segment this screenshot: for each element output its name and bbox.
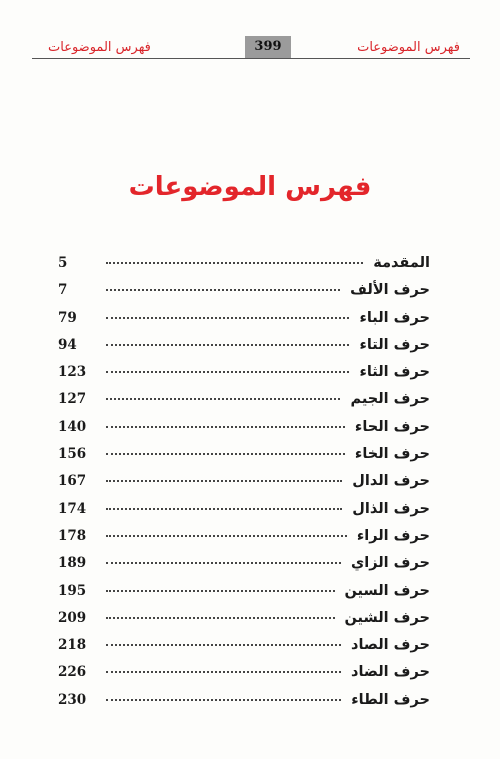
page-header	[32, 36, 468, 58]
toc-entry[interactable]	[58, 501, 430, 528]
dot-leader	[106, 398, 340, 400]
toc-entry-title: حرف الزاي	[350, 555, 430, 572]
toc-page-number: 7	[58, 282, 68, 299]
dot-leader	[106, 480, 342, 482]
toc-entry-title: حرف الشين	[344, 609, 430, 626]
toc-entry-title: حرف الذال	[352, 500, 430, 517]
dot-leader	[106, 617, 335, 619]
toc-entry[interactable]	[58, 337, 430, 364]
page-title: فهرس الموضوعات	[128, 172, 372, 202]
toc-page-number: 178	[58, 527, 87, 544]
toc-entry-title: حرف الثاء	[359, 364, 430, 381]
toc-page-number: 167	[58, 473, 87, 490]
toc-entry-title: حرف الألف	[350, 282, 430, 299]
toc-page-number: 94	[58, 336, 77, 353]
toc-entry[interactable]	[58, 391, 430, 418]
dot-leader	[106, 344, 349, 346]
toc-page-number: 79	[58, 309, 77, 326]
dot-leader	[106, 590, 335, 592]
toc-page-number: 189	[58, 555, 87, 572]
toc-entry[interactable]	[58, 528, 430, 555]
toc-page-number: 140	[58, 418, 87, 435]
dot-leader	[106, 289, 340, 291]
dot-leader	[106, 644, 341, 646]
toc-entry-title: حرف الطاء	[351, 691, 430, 708]
dot-leader	[106, 453, 345, 455]
toc-entry[interactable]	[58, 555, 430, 582]
toc-entry-title: حرف الخاء	[354, 446, 430, 463]
toc-entry[interactable]	[58, 610, 430, 637]
toc-entry[interactable]	[58, 446, 430, 473]
toc-entry-title: حرف الصاد	[351, 637, 430, 654]
toc-entry-title: حرف الحاء	[354, 418, 430, 435]
dot-leader	[106, 562, 341, 564]
dot-leader	[106, 535, 347, 537]
toc-entry-title: حرف الدال	[352, 473, 430, 490]
dot-leader	[106, 317, 349, 319]
dot-leader	[106, 671, 341, 673]
toc-entry[interactable]	[58, 664, 430, 691]
toc-page-number: 230	[58, 691, 87, 708]
toc-entry[interactable]	[58, 473, 430, 500]
toc-page-number: 123	[58, 364, 87, 381]
toc-entry[interactable]	[58, 583, 430, 610]
toc-page-number: 127	[58, 391, 87, 408]
toc-page-number: 5	[58, 255, 68, 271]
toc-entry-title: حرف الراء	[356, 527, 430, 544]
toc-entry[interactable]	[58, 419, 430, 446]
toc-entry[interactable]	[58, 282, 430, 309]
toc-entry-title: حرف الضاد	[351, 664, 430, 681]
page-number: 399	[245, 36, 291, 58]
dot-leader	[106, 699, 341, 701]
toc-entry-title: حرف التاء	[359, 336, 430, 353]
toc-page-number: 174	[58, 500, 87, 517]
header-rule	[32, 58, 470, 59]
toc-entry-title: حرف السين	[344, 582, 430, 599]
running-head-left: فهرس الموضوعات	[48, 40, 151, 55]
running-head-right: فهرس الموضوعات	[357, 40, 460, 55]
toc-entry[interactable]	[58, 255, 430, 282]
dot-leader	[106, 371, 349, 373]
toc-entry-title: حرف الباء	[359, 309, 430, 326]
toc-entry-title: المقدمة	[373, 255, 430, 271]
toc-page-number: 218	[58, 637, 87, 654]
dot-leader	[106, 508, 342, 510]
toc-page-number: 226	[58, 664, 87, 681]
table-of-contents	[58, 255, 430, 719]
toc-entry[interactable]	[58, 364, 430, 391]
dot-leader	[106, 426, 345, 428]
toc-entry[interactable]	[58, 692, 430, 719]
toc-page-number: 195	[58, 582, 87, 599]
toc-entry-title: حرف الجيم	[350, 391, 430, 408]
dot-leader	[106, 262, 363, 264]
toc-page-number: 209	[58, 609, 87, 626]
toc-entry[interactable]	[58, 637, 430, 664]
toc-entry[interactable]	[58, 310, 430, 337]
toc-page-number: 156	[58, 446, 87, 463]
